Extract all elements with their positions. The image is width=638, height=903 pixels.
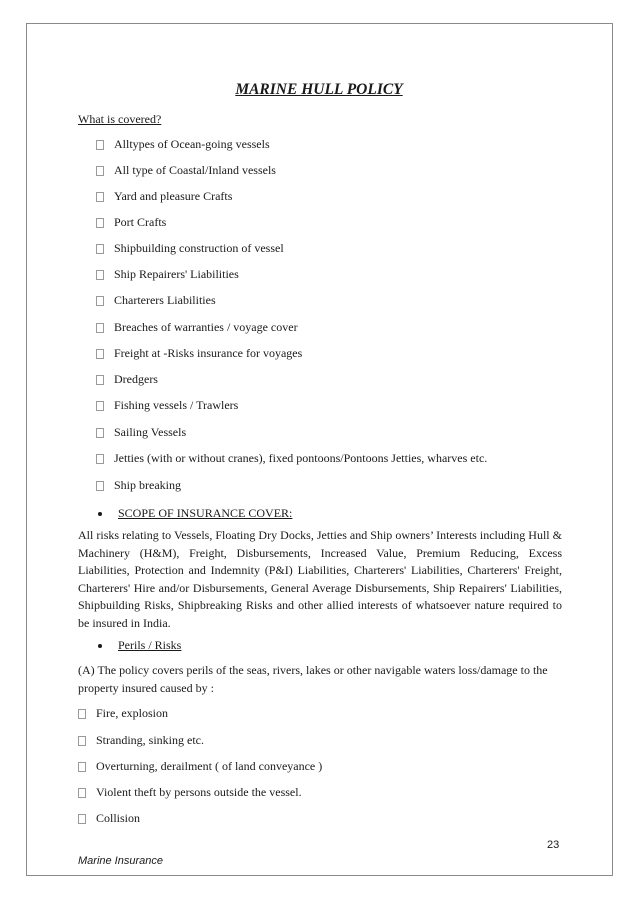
- bullet-icon: [98, 644, 102, 648]
- checkbox-glyph-icon: [78, 814, 86, 824]
- list-item-label: Sailing Vessels: [114, 425, 187, 439]
- scope-heading-row: [98, 506, 292, 521]
- perils-intro: (A) The policy covers perils of the seas, rivers, lakes or other navigable waters loss/damage to the property insured caused by :: [78, 663, 548, 695]
- list-item: [96, 163, 276, 178]
- checkbox-glyph-icon: [96, 218, 104, 228]
- list-item: [96, 372, 158, 387]
- perils-heading-row: [98, 638, 181, 653]
- list-item-label: Jetties (with or without cranes), fixed pontoons/Pontoons Jetties, wharves etc.: [114, 451, 488, 465]
- list-item: [78, 733, 204, 748]
- list-item-label: Violent theft by persons outside the vessel.: [96, 785, 302, 799]
- checkbox-glyph-icon: [96, 244, 104, 254]
- list-item-label: Ship breaking: [114, 478, 181, 492]
- list-item: [96, 293, 216, 308]
- list-item: [96, 398, 238, 413]
- checkbox-glyph-icon: [96, 270, 104, 280]
- list-item-label: Fire, explosion: [96, 706, 168, 720]
- checkbox-glyph-icon: [96, 323, 104, 333]
- list-item-label: All type of Coastal/Inland vessels: [114, 163, 276, 177]
- checkbox-glyph-icon: [96, 375, 104, 385]
- list-item-label: Dredgers: [114, 372, 158, 386]
- list-item: [78, 706, 168, 721]
- checkbox-glyph-icon: [96, 428, 104, 438]
- list-item-label: Overturning, derailment ( of land conveyance ): [96, 759, 323, 773]
- scope-heading: SCOPE OF INSURANCE COVER:: [118, 506, 293, 520]
- list-item: [96, 241, 284, 256]
- list-item-label: Charterers Liabilities: [114, 293, 216, 307]
- list-item: [96, 267, 239, 282]
- list-item: [96, 320, 298, 335]
- list-item-label: Stranding, sinking etc.: [96, 733, 204, 747]
- list-item-label: Fishing vessels / Trawlers: [114, 398, 239, 412]
- checkbox-glyph-icon: [78, 709, 86, 719]
- checkbox-glyph-icon: [78, 788, 86, 798]
- perils-heading: Perils / Risks: [118, 638, 182, 652]
- list-item: [96, 451, 487, 466]
- list-item: [96, 425, 186, 440]
- checkbox-glyph-icon: [96, 481, 104, 491]
- checkbox-glyph-icon: [96, 401, 104, 411]
- bullet-icon: [98, 512, 102, 516]
- list-item: [78, 811, 140, 826]
- checkbox-glyph-icon: [96, 296, 104, 306]
- list-item: [78, 759, 322, 774]
- checkbox-glyph-icon: [78, 736, 86, 746]
- checkbox-glyph-icon: [96, 454, 104, 464]
- list-item: [96, 346, 302, 361]
- list-item: [96, 478, 181, 493]
- list-item-label: Breaches of warranties / voyage cover: [114, 320, 298, 334]
- list-item-label: Collision: [96, 811, 141, 825]
- list-item: [96, 189, 232, 204]
- list-item: [78, 785, 302, 800]
- list-item-label: Freight at -Risks insurance for voyages: [114, 346, 303, 360]
- list-item: [96, 137, 270, 152]
- footer-text: Marine Insurance: [78, 855, 163, 867]
- checkbox-glyph-icon: [96, 166, 104, 176]
- what-covered-heading: What is covered?: [78, 112, 162, 126]
- list-item-label: Port Crafts: [114, 215, 167, 229]
- page-title: MARINE HULL POLICY: [235, 81, 403, 98]
- list-item-label: Ship Repairers' Liabilities: [114, 267, 239, 281]
- list-item-label: Shipbuilding construction of vessel: [114, 241, 284, 255]
- checkbox-glyph-icon: [96, 192, 104, 202]
- checkbox-glyph-icon: [78, 762, 86, 772]
- list-item-label: Alltypes of Ocean-going vessels: [114, 137, 270, 151]
- scope-paragraph: All risks relating to Vessels, Floating Dry Docks, Jetties and Ship owners’ Interests including Hull & Machinery (H&M), Freight, Disbursements, Increased Value, Premium Reducing, Excess Liabilities, Protection and Indemnity (P&I) Liabilities, Charterers' Liabilities, Charterers' Freight, Charterers' Hire and/or Disbursements, General Average Disbursements, Ship Repairers' Liabilities, Shipbuilding Risks, Shipbreaking Risks and other allied interests of whatsoever nature required to be insured in India.: [78, 528, 562, 630]
- list-item: [96, 215, 166, 230]
- checkbox-glyph-icon: [96, 349, 104, 359]
- list-item-label: Yard and pleasure Crafts: [114, 189, 233, 203]
- page-number: 23: [547, 839, 560, 851]
- checkbox-glyph-icon: [96, 140, 104, 150]
